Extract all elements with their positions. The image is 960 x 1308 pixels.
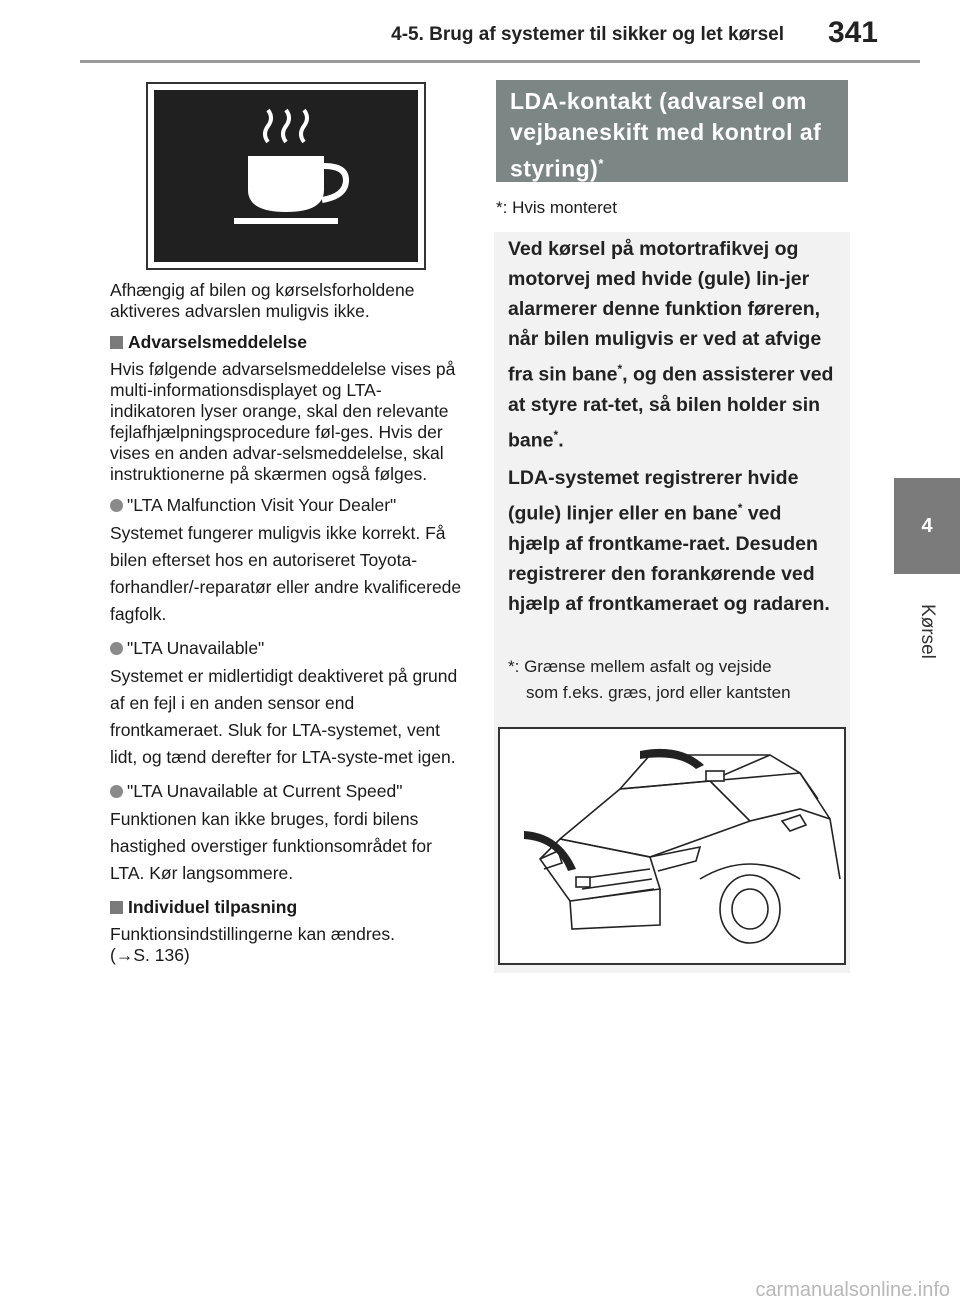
lda-section-title bbox=[496, 80, 848, 182]
chapter-label: Kørsel bbox=[917, 604, 938, 659]
car-illustration bbox=[498, 727, 846, 965]
suv-front-camera-radar-illustration bbox=[500, 729, 844, 963]
header-rule bbox=[80, 60, 920, 63]
asterisk-mark: * bbox=[598, 156, 604, 171]
circle-bullet-icon bbox=[110, 642, 123, 655]
info-paragraph-1: Ved kørsel på motortrafikvej og motorvej med hvide (gule) lin-jer alarmerer denne funktion føreren, når bilen muligvis er ved at afvige fra sin bane*, og den assisterer ved at styre rat-tet, så bilen holder sin bane*. bbox=[508, 238, 834, 451]
info-text bbox=[508, 234, 838, 627]
bullet-text: Funktionen kan ikke bruges, fordi bilens hastighed overstiger funktionsområdet for LTA. Kør langsommere. bbox=[110, 809, 432, 883]
coffee-break-display-image bbox=[146, 82, 426, 270]
footnote-line-2: som f.eks. græs, jord eller kantsten bbox=[526, 683, 791, 702]
asterisk-mark: * bbox=[617, 362, 623, 376]
footnote-mark: *: bbox=[508, 657, 520, 676]
bullet-item bbox=[110, 781, 466, 802]
chapter-number: 4 bbox=[921, 514, 933, 537]
bullet-title: "LTA Unavailable" bbox=[127, 638, 265, 658]
heading-customization bbox=[110, 897, 466, 918]
bullet-text: Systemet er midlertidigt deaktiveret på grund af en fejl i en anden sensor end frontkameraet. Sluk for LTA-systemet, vent lidt, og tænd derefter for LTA-syste-met igen. bbox=[110, 666, 458, 767]
heading-warning-message bbox=[110, 332, 466, 353]
bullet-title: "LTA Unavailable at Current Speed" bbox=[127, 781, 403, 801]
bullet-title: "LTA Malfunction Visit Your Dealer" bbox=[127, 495, 397, 515]
customization-text: Funktionsindstillingerne kan ændres. bbox=[110, 924, 396, 944]
asterisk-mark: * bbox=[737, 501, 743, 515]
footnote-line-1: Grænse mellem asfalt og vejside bbox=[524, 657, 772, 676]
circle-bullet-icon bbox=[110, 499, 123, 512]
footnote-text: Hvis monteret bbox=[512, 198, 617, 217]
left-column bbox=[110, 280, 466, 976]
lda-title-text: LDA-kontakt (advarsel om vejbaneskift med kontrol af styring) bbox=[510, 88, 822, 182]
page-reference-link[interactable]: (→S. 136) bbox=[110, 945, 190, 965]
page-number: 341 bbox=[827, 16, 878, 49]
heading-text: Advarselsmeddelelse bbox=[128, 332, 307, 352]
warning-paragraph: Hvis følgende advarselsmeddelelse vises på multi-informationsdisplayet og LTA-indikatoren lyser orange, skal den relevante fejlafhjælpningsprocedure føl-ges. Hvis der vises en anden advar-selsmeddelelse, skal instruktionerne på skærmen også følges. bbox=[110, 359, 456, 484]
bullet-item bbox=[110, 638, 466, 659]
heading-text: Individuel tilpasning bbox=[128, 897, 298, 917]
watermark: carmanualsonline.info bbox=[755, 1279, 950, 1301]
bullet-text: Systemet fungerer muligvis ikke korrekt. Få bilen efterset hos en autoriseret Toyota-forhandler/-reparatør eller andre kvalificerede fagfolk. bbox=[110, 523, 462, 624]
asterisk-mark: * bbox=[553, 427, 559, 442]
bullet-item bbox=[110, 495, 466, 516]
coffee-cup-icon bbox=[154, 90, 418, 262]
square-bullet-icon bbox=[110, 901, 123, 914]
header-section-title: 4-5. Brug af systemer til sikker og let kørsel bbox=[391, 24, 784, 45]
info-paragraph-2: LDA-systemet registrerer hvide (gule) linjer eller en bane* ved hjælp af frontkame-raet. Desuden registrerer den forankørende ved hjælp af frontkameraet og radaren. bbox=[508, 467, 830, 615]
chapter-tab[interactable] bbox=[894, 478, 960, 574]
circle-bullet-icon bbox=[110, 785, 123, 798]
customization-paragraph bbox=[110, 924, 466, 966]
availability-footnote bbox=[496, 198, 617, 218]
info-footnote bbox=[508, 654, 838, 706]
footnote-mark: *: bbox=[496, 198, 508, 217]
square-bullet-icon bbox=[110, 336, 123, 349]
intro-text: Afhængig af bilen og kørselsforholdene aktiveres advarslen muligvis ikke. bbox=[110, 280, 415, 321]
